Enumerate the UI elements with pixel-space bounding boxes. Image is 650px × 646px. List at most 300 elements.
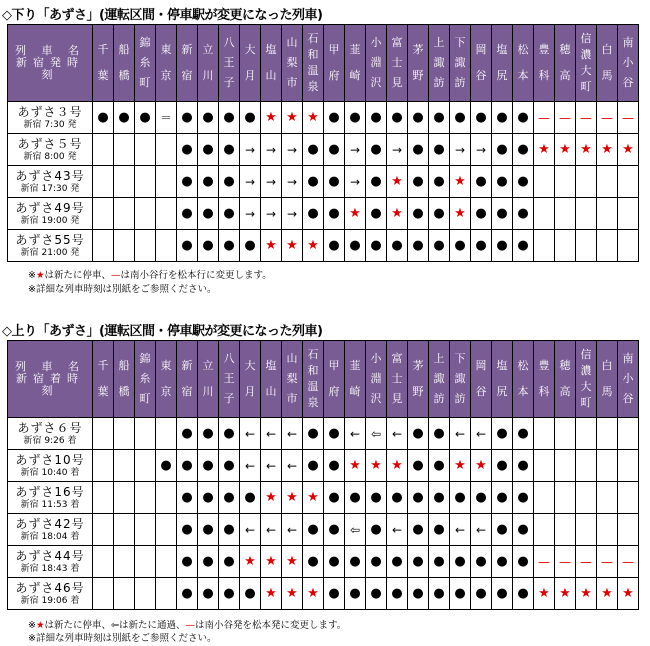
station-header xyxy=(534,341,555,418)
station-header xyxy=(555,25,576,102)
dot-icon: ● xyxy=(198,230,219,262)
station-char: 糸 xyxy=(139,372,151,385)
train-name: あずさ42号 xyxy=(15,516,85,531)
dot-icon: ● xyxy=(492,134,513,166)
station-name xyxy=(370,33,382,93)
left-arrow-icon: ← xyxy=(282,514,303,546)
dot-icon: ● xyxy=(408,166,429,198)
dot-icon: ● xyxy=(366,134,387,166)
dot-icon: ● xyxy=(177,578,198,610)
dot-icon: ● xyxy=(513,166,534,198)
down-timetable xyxy=(7,24,639,262)
empty-cell xyxy=(135,514,156,546)
star-icon: ★ xyxy=(303,102,324,134)
empty-cell xyxy=(135,230,156,262)
station-char: 穂 xyxy=(559,359,571,372)
station-header xyxy=(240,25,261,102)
dot-icon: ● xyxy=(303,134,324,166)
station-name xyxy=(580,31,592,95)
dot-icon: ● xyxy=(177,102,198,134)
star-icon: ★ xyxy=(366,450,387,482)
dot-icon: ● xyxy=(177,418,198,450)
train-row xyxy=(8,450,639,482)
station-header xyxy=(345,341,366,418)
station-char: 八 xyxy=(223,352,235,365)
dot-icon: ● xyxy=(219,514,240,546)
empty-cell xyxy=(93,230,114,262)
station-header xyxy=(177,25,198,102)
empty-cell xyxy=(618,418,639,450)
empty-cell xyxy=(156,482,177,514)
dot-icon: ● xyxy=(492,198,513,230)
pass-arrow-icon: ⇦ xyxy=(345,514,366,546)
station-char: 千 xyxy=(97,43,109,56)
station-char: 川 xyxy=(202,69,214,82)
dot-icon: ● xyxy=(198,514,219,546)
station-name xyxy=(265,353,277,405)
station-char: 梨 xyxy=(286,56,298,69)
star-icon: ★ xyxy=(261,578,282,610)
station-char: 士 xyxy=(391,372,403,385)
dash-icon: — xyxy=(597,546,618,578)
star-icon: ★ xyxy=(576,134,597,166)
station-header xyxy=(597,25,618,102)
empty-cell xyxy=(114,578,135,610)
train-name: あずさ44号 xyxy=(15,548,85,563)
empty-cell xyxy=(135,578,156,610)
dot-icon: ● xyxy=(366,578,387,610)
empty-cell xyxy=(618,482,639,514)
down-note-2: ※詳細な列車時刻は別紙をご参照ください。 xyxy=(28,284,217,295)
star-icon: ★ xyxy=(345,450,366,482)
station-char: 石 xyxy=(307,32,319,45)
header-train-name: 列 車 名 xyxy=(15,360,85,373)
station-name xyxy=(139,349,151,409)
station-char: 見 xyxy=(391,392,403,405)
station-char: 小 xyxy=(622,372,634,385)
train-name: あずさ46号 xyxy=(15,580,85,595)
station-char: 諏 xyxy=(433,372,445,385)
right-arrow-icon: → xyxy=(240,166,261,198)
dot-icon: ● xyxy=(492,514,513,546)
dot-icon: ● xyxy=(240,482,261,514)
empty-cell xyxy=(93,482,114,514)
dot-icon: ● xyxy=(408,450,429,482)
station-char: 錦 xyxy=(139,36,151,49)
station-name xyxy=(307,347,319,411)
station-char: 八 xyxy=(223,36,235,49)
dot-icon: ● xyxy=(513,578,534,610)
dot-icon: ● xyxy=(429,134,450,166)
dot-icon: ● xyxy=(135,102,156,134)
station-char: 東 xyxy=(160,359,172,372)
station-char: 山 xyxy=(286,352,298,365)
dot-icon: ● xyxy=(450,578,471,610)
dot-icon: ● xyxy=(324,102,345,134)
station-header xyxy=(366,25,387,102)
dot-icon: ● xyxy=(177,482,198,514)
star-icon: ★ xyxy=(555,134,576,166)
dot-icon: ● xyxy=(450,102,471,134)
station-name xyxy=(307,31,319,95)
station-name xyxy=(139,33,151,93)
empty-cell xyxy=(156,418,177,450)
station-char: 崎 xyxy=(349,385,361,398)
right-arrow-icon: → xyxy=(450,134,471,166)
left-arrow-icon: ← xyxy=(471,418,492,450)
station-char: 泉 xyxy=(307,396,319,409)
station-char: 士 xyxy=(391,56,403,69)
station-name xyxy=(433,33,445,93)
dot-icon: ● xyxy=(492,546,513,578)
dot-icon: ● xyxy=(408,418,429,450)
train-name-header xyxy=(8,25,93,102)
dot-icon: ● xyxy=(513,546,534,578)
station-name xyxy=(244,37,256,89)
star-icon: ★ xyxy=(450,166,471,198)
note-text: は新たに停車、 xyxy=(44,270,112,281)
dot-icon: ● xyxy=(324,198,345,230)
dot-icon: ● xyxy=(429,450,450,482)
train-row xyxy=(8,198,639,230)
star-icon: ★ xyxy=(450,198,471,230)
station-header xyxy=(324,25,345,102)
dot-icon: ● xyxy=(408,482,429,514)
station-name xyxy=(433,349,445,409)
train-name: あずさ49号 xyxy=(15,200,85,215)
dot-icon: ● xyxy=(450,482,471,514)
dot-icon: ● xyxy=(219,482,240,514)
empty-cell xyxy=(576,514,597,546)
station-header xyxy=(240,341,261,418)
station-char: 信 xyxy=(580,348,592,361)
empty-cell xyxy=(597,198,618,230)
dot-icon: ● xyxy=(345,578,366,610)
station-char: 大 xyxy=(244,43,256,56)
empty-cell xyxy=(135,166,156,198)
dot-icon: ● xyxy=(408,578,429,610)
empty-cell xyxy=(114,134,135,166)
dot-icon: ● xyxy=(408,546,429,578)
station-char: 葉 xyxy=(97,69,109,82)
station-char: 温 xyxy=(307,380,319,393)
dot-icon: ● xyxy=(219,102,240,134)
train-name: あずさ10号 xyxy=(15,452,85,467)
station-char: 塩 xyxy=(496,43,508,56)
station-header xyxy=(366,341,387,418)
station-header xyxy=(282,25,303,102)
empty-cell xyxy=(534,230,555,262)
station-char: 王 xyxy=(223,56,235,69)
train-cell xyxy=(8,230,93,262)
right-arrow-icon: → xyxy=(240,134,261,166)
dot-icon: ● xyxy=(303,546,324,578)
dot-icon: ● xyxy=(219,418,240,450)
dot-icon: ● xyxy=(408,230,429,262)
star-icon: ★ xyxy=(555,578,576,610)
station-name xyxy=(223,33,235,93)
dot-icon: ● xyxy=(324,230,345,262)
station-char: 東 xyxy=(160,43,172,56)
dot-icon: ● xyxy=(471,102,492,134)
empty-cell xyxy=(597,450,618,482)
right-arrow-icon: → xyxy=(282,198,303,230)
station-name xyxy=(475,353,487,405)
dot-icon: ● xyxy=(219,450,240,482)
station-header xyxy=(261,25,282,102)
station-name xyxy=(223,349,235,409)
station-char: 宿 xyxy=(181,385,193,398)
station-name xyxy=(160,37,172,89)
train-row xyxy=(8,514,639,546)
train-row xyxy=(8,166,639,198)
dot-icon: ● xyxy=(513,418,534,450)
station-char: 豊 xyxy=(538,43,550,56)
station-char: 子 xyxy=(223,76,235,89)
equal-icon: ＝ xyxy=(156,102,177,134)
right-arrow-icon: → xyxy=(387,134,408,166)
station-name xyxy=(97,353,109,405)
right-arrow-icon: → xyxy=(282,134,303,166)
dot-icon: ● xyxy=(345,102,366,134)
dot-icon: ● xyxy=(324,514,345,546)
station-header xyxy=(219,341,240,418)
dot-icon: ● xyxy=(429,546,450,578)
station-name xyxy=(559,37,571,89)
dot-icon: ● xyxy=(240,578,261,610)
station-char: 高 xyxy=(559,385,571,398)
station-name xyxy=(160,353,172,405)
dot-icon: ● xyxy=(114,102,135,134)
station-char: 松 xyxy=(517,43,529,56)
station-name xyxy=(370,349,382,409)
star-icon: ★ xyxy=(261,546,282,578)
station-char: 豊 xyxy=(538,359,550,372)
empty-cell xyxy=(618,450,639,482)
station-header xyxy=(135,341,156,418)
station-name xyxy=(328,353,340,405)
station-name xyxy=(496,37,508,89)
station-char: 上 xyxy=(433,352,445,365)
star-icon: ★ xyxy=(618,578,639,610)
dot-icon: ● xyxy=(471,578,492,610)
dot-icon: ● xyxy=(198,166,219,198)
station-header xyxy=(450,341,471,418)
train-cell xyxy=(8,578,93,610)
station-name xyxy=(622,349,634,409)
star-icon: ★ xyxy=(618,134,639,166)
station-header xyxy=(534,25,555,102)
station-char: 小 xyxy=(370,352,382,365)
star-icon: ★ xyxy=(303,482,324,514)
station-header xyxy=(387,25,408,102)
dot-icon: ● xyxy=(219,546,240,578)
station-name xyxy=(286,349,298,409)
star-icon: ★ xyxy=(597,134,618,166)
train-cell xyxy=(8,450,93,482)
station-char: 岡 xyxy=(475,43,487,56)
star-icon: ★ xyxy=(35,270,45,281)
left-arrow-icon: ← xyxy=(240,418,261,450)
dot-icon: ● xyxy=(198,450,219,482)
dot-icon: ● xyxy=(366,102,387,134)
dot-icon: ● xyxy=(219,166,240,198)
dot-icon: ● xyxy=(492,102,513,134)
empty-cell xyxy=(534,166,555,198)
station-char: 本 xyxy=(517,69,529,82)
station-char: 本 xyxy=(517,385,529,398)
station-char: 泉 xyxy=(307,80,319,93)
station-char: 諏 xyxy=(433,56,445,69)
dot-icon: ● xyxy=(219,134,240,166)
left-arrow-icon: ← xyxy=(450,514,471,546)
station-header xyxy=(555,341,576,418)
station-name xyxy=(118,37,130,89)
dot-icon: ● xyxy=(513,482,534,514)
empty-cell xyxy=(534,482,555,514)
dot-icon: ● xyxy=(156,450,177,482)
empty-cell xyxy=(156,198,177,230)
station-char: 糸 xyxy=(139,56,151,69)
station-name xyxy=(202,353,214,405)
dot-icon: ● xyxy=(408,134,429,166)
station-char: 谷 xyxy=(475,385,487,398)
dot-icon: ● xyxy=(429,102,450,134)
train-row xyxy=(8,578,639,610)
station-char: 京 xyxy=(160,385,172,398)
empty-cell xyxy=(135,450,156,482)
empty-cell xyxy=(618,514,639,546)
empty-cell xyxy=(597,482,618,514)
station-char: 茅 xyxy=(412,43,424,56)
dot-icon: ● xyxy=(450,230,471,262)
station-header xyxy=(429,25,450,102)
station-header xyxy=(261,341,282,418)
empty-cell xyxy=(156,230,177,262)
dash-icon: — xyxy=(555,546,576,578)
station-name xyxy=(538,353,550,405)
empty-cell xyxy=(135,198,156,230)
station-char: 町 xyxy=(580,80,592,93)
station-char: 南 xyxy=(622,352,634,365)
train-time: 新宿 7:30 発 xyxy=(23,119,77,130)
star-icon: ★ xyxy=(261,482,282,514)
empty-cell xyxy=(93,198,114,230)
station-header xyxy=(156,25,177,102)
station-header xyxy=(513,25,534,102)
right-arrow-icon: → xyxy=(240,198,261,230)
station-char: 白 xyxy=(601,43,613,56)
dot-icon: ● xyxy=(324,546,345,578)
dot-icon: ● xyxy=(429,166,450,198)
star-icon: ★ xyxy=(387,450,408,482)
station-char: 谷 xyxy=(622,76,634,89)
down-note-1 xyxy=(28,270,272,282)
station-char: 市 xyxy=(286,392,298,405)
dash-icon: — xyxy=(111,270,121,281)
station-char: 下 xyxy=(454,352,466,365)
dash-icon: — xyxy=(576,102,597,134)
dot-icon: ● xyxy=(429,418,450,450)
empty-cell xyxy=(93,578,114,610)
station-char: 谷 xyxy=(475,69,487,82)
dot-icon: ● xyxy=(513,102,534,134)
station-name xyxy=(412,37,424,89)
left-arrow-icon: ← xyxy=(240,514,261,546)
dot-icon: ● xyxy=(324,418,345,450)
empty-cell xyxy=(114,450,135,482)
empty-cell xyxy=(135,134,156,166)
station-char: 甲 xyxy=(328,359,340,372)
dot-icon: ● xyxy=(492,482,513,514)
train-time: 新宿 11:53 着 xyxy=(20,499,80,510)
station-char: 府 xyxy=(328,69,340,82)
train-cell xyxy=(8,166,93,198)
dot-icon: ● xyxy=(324,450,345,482)
station-header xyxy=(429,341,450,418)
station-name xyxy=(622,33,634,93)
train-cell xyxy=(8,134,93,166)
station-char: 訪 xyxy=(454,76,466,89)
station-header xyxy=(471,25,492,102)
train-name: あずさ43号 xyxy=(15,168,85,183)
station-char: 南 xyxy=(622,36,634,49)
empty-cell xyxy=(534,450,555,482)
dot-icon: ● xyxy=(198,134,219,166)
header-train-name: 列 車 名 xyxy=(15,44,85,57)
header-departure-time: 新宿発時刻 xyxy=(16,56,84,81)
train-time: 新宿 8:00 発 xyxy=(23,151,77,162)
empty-cell xyxy=(534,418,555,450)
station-char: 馬 xyxy=(601,385,613,398)
star-icon: ★ xyxy=(534,134,555,166)
empty-cell xyxy=(618,198,639,230)
left-arrow-icon: ← xyxy=(450,418,471,450)
station-char: 町 xyxy=(139,76,151,89)
station-name xyxy=(349,353,361,405)
right-arrow-icon: → xyxy=(345,134,366,166)
empty-cell xyxy=(555,166,576,198)
station-char: 淵 xyxy=(370,56,382,69)
empty-cell xyxy=(576,166,597,198)
dot-icon: ● xyxy=(387,230,408,262)
station-header xyxy=(513,341,534,418)
up-note-2: ※詳細な列車時刻は別紙をご参照ください。 xyxy=(28,633,217,644)
train-row xyxy=(8,546,639,578)
station-char: 科 xyxy=(538,69,550,82)
station-char: 大 xyxy=(244,359,256,372)
station-header xyxy=(177,341,198,418)
dot-icon: ● xyxy=(366,166,387,198)
station-char: 下 xyxy=(454,36,466,49)
station-char: 富 xyxy=(391,36,403,49)
dot-icon: ● xyxy=(471,166,492,198)
empty-cell xyxy=(534,198,555,230)
left-arrow-icon: ← xyxy=(387,418,408,450)
empty-cell xyxy=(534,514,555,546)
empty-cell xyxy=(114,230,135,262)
train-time: 新宿 19:06 着 xyxy=(20,595,80,606)
station-name xyxy=(202,37,214,89)
station-header xyxy=(576,341,597,418)
empty-cell xyxy=(114,514,135,546)
note-text: は南小谷行を松本行に変更します。 xyxy=(120,270,272,281)
dot-icon: ● xyxy=(492,230,513,262)
dot-icon: ● xyxy=(471,198,492,230)
star-icon: ★ xyxy=(282,102,303,134)
star-icon: ★ xyxy=(450,450,471,482)
station-header xyxy=(198,25,219,102)
